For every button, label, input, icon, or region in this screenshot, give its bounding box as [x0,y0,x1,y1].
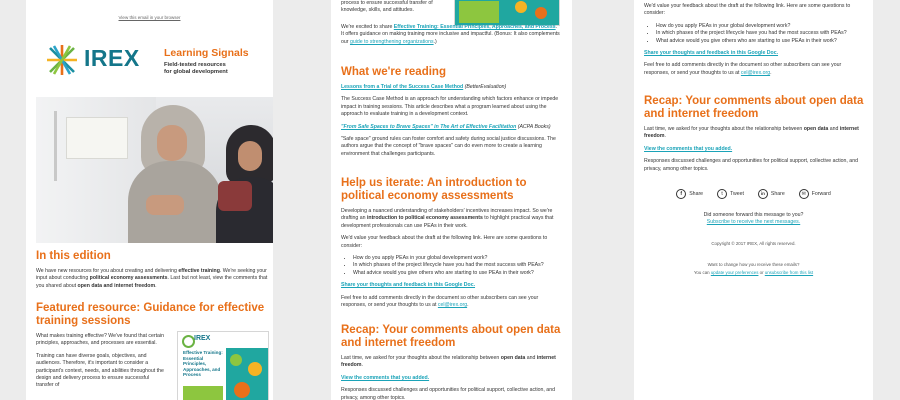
recap-text-1: Last time, we asked for your thoughts about the relationship between open data and internet freedom. [644,126,859,140]
top-tail-text: We'd value your feedback about the draft at the following link. Here are some questions to consider: [644,3,851,17]
iterate-text-2: We'd value your feedback about the draft at the following link. Here are some questions to consider: [341,235,548,249]
featured-cover-image[interactable] [177,331,269,400]
facebook-icon: f [676,189,686,199]
tweet-button[interactable]: t Tweet [717,189,744,199]
reading-text-2: "Safe space" ground rules can foster comfort and safety during social justice discussions. The authors argue that the concept of "brave spaces" can do even more to create a learning environment that challenges participants. [341,136,556,157]
strengthening-orgs-link[interactable]: guide to strengthening organizations [349,38,434,45]
excited-to-share-text: We're excited to share Effective Training: Essential Principles, Approaches, and Process. It offers guidance on making training more inclusive and impactful. (Bonus: It also complements our guide to strengthening organizations.) [341,24,560,45]
success-case-link[interactable]: Lessons from a Trial of the Success Case Method [341,84,464,90]
tagline-sub-2: for global development [164,69,228,75]
featured-text-2: Training can have diverse goals, objectives, and audiences. Therefore, it's important to consider a participant's context, needs, and abilities throughout the design and delivery process to ensure successful transfer of [36,352,164,389]
iterate-section [341,177,563,314]
irex-logo-mark [44,42,80,78]
recap-section [644,95,866,178]
subscribe-link[interactable]: Subscribe to receive the next messages. [706,219,801,226]
copyright: Copyright © 2017 IREX, All rights reserved. [711,240,796,246]
reading-section: What we're reading Lessons from a Trial of the Success Case Method (BetterEvaluation) The Success Case Method is an approach for understanding which factors enhance or impede impact in training sessions. This article describes what a program learned about using the approach to evaluate training in a development context. "From Safe Spaces to Brave Spaces" in The Art of Effective Facilitation (ACPA Books) "Safe space" ground rules can foster comfort and safety during social justice discussions. The authors argue that the concept of "brave spaces" can do even more to create a learning environment that challenges participants. [341,66,563,163]
in-this-edition-section [36,250,272,295]
recap-section [341,324,563,400]
reading-heading: What we're reading [341,66,446,78]
change-question: Want to change how you receive these emails? [707,262,800,268]
list-item: • In which phases of the project lifecycle have you had the most success with PEAs? [656,30,866,37]
unsubscribe-link[interactable]: unsubscribe from this list [764,269,814,275]
iterate-questions-list [341,255,563,277]
feedback-text: Feel free to add comments directly in the document so other subscribers can see your responses, or send your thoughts to us at cel@irex.org. [644,62,842,76]
view-in-browser-link[interactable]: View this email in your browser [118,15,181,20]
email-panel-middle [331,0,572,400]
list-item: • What advice would you give others who are starting to use PEAs in their work? [353,270,563,277]
cover-brand: IREX [194,335,211,342]
email-link[interactable]: cel@irex.org [437,302,468,309]
list-item: • In which phases of the project lifecycle have you had the most success with PEAs? [353,262,563,269]
featured-resource-section [36,302,272,395]
email-panel-right [634,0,873,400]
share-linkedin-button[interactable]: in Share [758,189,785,199]
list-item: • What advice would you give others who are starting to use PEAs in their work? [656,38,866,45]
hero-photo [36,97,273,243]
list-item: • How do you apply PEAs in your global development work? [656,23,866,30]
newsletter-tagline [164,47,249,76]
linkedin-icon: in [758,189,768,199]
brave-spaces-link[interactable]: "From Safe Spaces to Brave Spaces" in The Art of Effective Facilitation [341,123,517,130]
featured-heading: Featured resource: Guidance for effective training sessions [36,302,265,327]
email-link[interactable]: cel@irex.org [740,69,771,76]
recap-text-1: Last time, we asked for your thoughts about the relationship between open data and internet freedom. [341,355,556,369]
top-tail-text: process to ensure successful transfer of knowledge, skills, and attitudes. [341,0,433,14]
preferences-line: You can update your preferences or unsubscribe from this list [693,269,814,275]
reading-text-1: The Success Case Method is an approach for understanding which factors enhance or impede impact in training sessions. This article describes what a program learned about using the approach to evaluate training in a development context. [341,96,559,118]
view-comments-link[interactable]: View the comments that you added. [644,145,733,152]
list-item: • How do you apply PEAs in your global development work? [353,255,563,262]
recap-text-2: Responses discussed challenges and opportunities for political support, collective action, and privacy, among other topics. [644,158,858,172]
forward-button[interactable]: ✉ Forward [799,189,831,199]
recap-heading: Recap: Your comments about open data and internet freedom [341,324,561,349]
featured-cover-thumb[interactable] [454,0,560,26]
update-preferences-link[interactable]: update your preferences [710,269,759,275]
google-doc-link[interactable]: Share your thoughts and feedback in this Google Doc. [341,282,476,289]
share-facebook-button[interactable]: f Share [676,189,703,199]
google-doc-link[interactable]: Share your thoughts and feedback in this Google Doc. [644,50,779,57]
mail-icon: ✉ [799,189,809,199]
email-panel-left [26,0,273,400]
twitter-icon: t [717,189,727,199]
in-this-edition-text: We have new resources for you about creating and delivering effective training. We're seeking your input about conducting political economy assessments. Last but not least, view the comments that you shared about open data and internet freedom. [36,268,268,289]
questions-list [644,23,866,45]
cover-title: Effective Training: Essential Principles, Approaches, and Process [183,350,223,378]
recap-heading: Recap: Your comments about open data and internet freedom [644,95,864,120]
tagline-sub-1: Field-tested resources [164,62,226,68]
iterate-text-1: Developing a nuanced understanding of stakeholders' incentives increases impact. So we're drafting an introduction to political economy assessments to highlight practical ways that development professionals can use PEAs in their work. [341,208,554,229]
iterate-text-3: Feel free to add comments directly in the document so other subscribers can see your responses, or send your thoughts to us at cel@irex.org. [341,294,539,309]
irex-logo-text: IREX [84,45,140,71]
social-share-bar [634,186,873,202]
featured-text-1: What makes training effective? We've found that certain principles, approaches, and processes are essential. [36,333,164,347]
view-comments-link[interactable]: View the comments that you added. [341,374,430,381]
in-this-edition-heading: In this edition [36,250,111,262]
tagline-title: Learning Signals [164,47,249,59]
forwarded-question: Did someone forward this message to you? [703,212,804,218]
iterate-heading: Help us iterate: An introduction to political economy assessments [341,177,527,202]
effective-training-link[interactable]: Effective Training: Essential Principles, Approaches, and Process [393,24,556,30]
recap-text-2: Responses discussed challenges and opportunities for political support, collective action, and privacy, among other topics. [341,387,555,400]
footer [634,212,873,276]
